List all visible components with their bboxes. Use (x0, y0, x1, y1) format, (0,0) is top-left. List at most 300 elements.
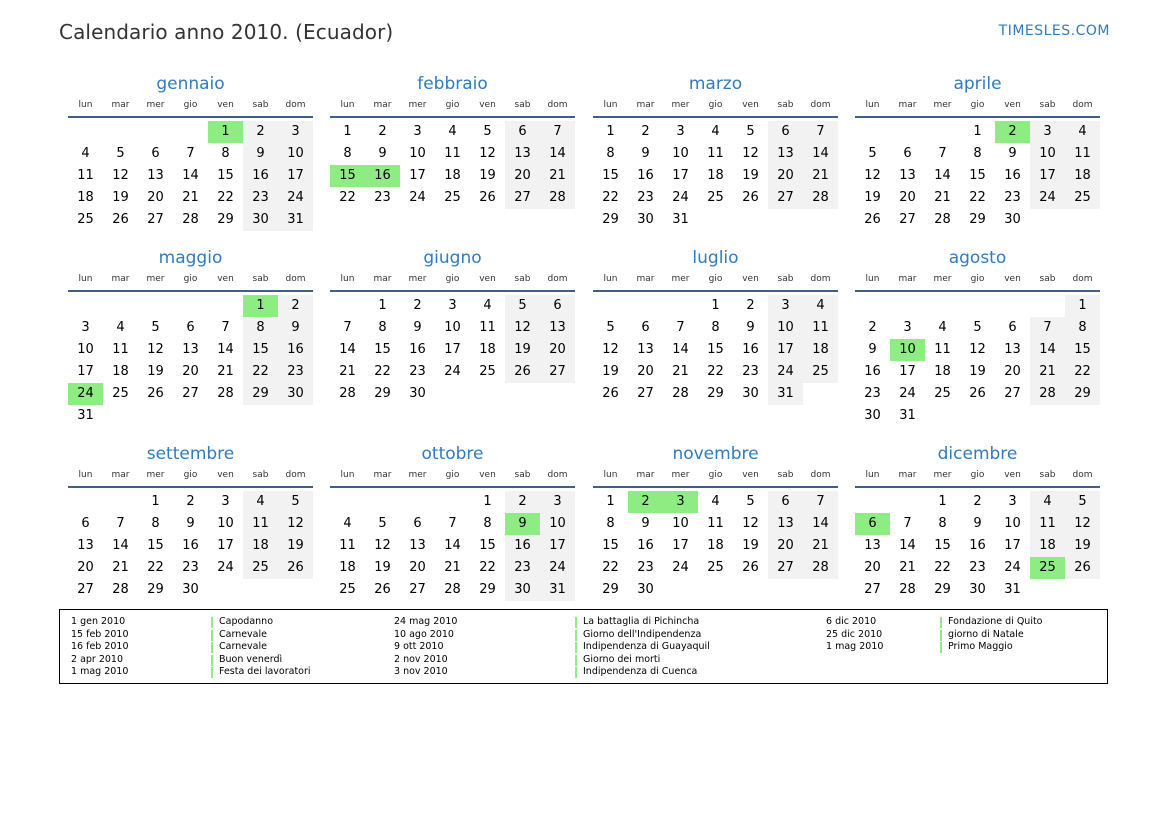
day-cell: 20 (147, 190, 164, 205)
day-cell: 8 (1065, 317, 1100, 339)
weekday-label: gio (183, 100, 198, 110)
day-cell: 14 (444, 538, 461, 553)
day-cell: 4 (483, 298, 492, 313)
day-cell: 2 (378, 124, 387, 139)
day-cell: 27 (409, 582, 426, 597)
day-cell: 27 (540, 361, 575, 383)
legend-marker (211, 667, 213, 678)
month-name: ottobre (421, 444, 484, 464)
month-name: agosto (948, 248, 1007, 268)
day-cell: 12 (742, 516, 759, 531)
day-cell: 20 (540, 339, 575, 361)
holiday-legend (59, 609, 1108, 684)
legend-holiday-name: Giorno dei morti (583, 653, 661, 665)
day-cell: 8 (151, 516, 160, 531)
month-divider (68, 290, 313, 292)
day-cell: 28 (540, 187, 575, 209)
day-cell: 27 (77, 582, 94, 597)
weekday-label: lun (340, 470, 355, 480)
day-cell: 17 (217, 538, 234, 553)
legend-date: 24 mag 2010 (394, 616, 458, 627)
day-cell: 8 (938, 516, 947, 531)
weekday-label: mar (636, 274, 655, 284)
day-cell: 1 (606, 124, 615, 139)
day-cell: 22 (969, 190, 986, 205)
weekday-label: mar (373, 274, 392, 284)
holiday-day-cell: 15 (330, 165, 365, 187)
month-name: marzo (688, 74, 743, 94)
day-cell: 20 (768, 165, 803, 187)
day-cell: 18 (803, 339, 838, 361)
weekday-label: lun (78, 470, 93, 480)
legend-date: 2 apr 2010 (71, 653, 124, 665)
day-cell: 30 (409, 386, 426, 401)
holiday-day-cell: 6 (855, 513, 890, 535)
month-divider (330, 486, 575, 488)
day-cell: 1 (938, 494, 947, 509)
weekday-label: dom (810, 274, 831, 284)
day-cell: 27 (505, 187, 540, 209)
weekday-label: ven (1004, 470, 1021, 480)
day-cell: 30 (505, 579, 540, 601)
day-cell: 7 (903, 516, 912, 531)
day-cell: 18 (1030, 535, 1065, 557)
day-cell: 16 (409, 342, 426, 357)
day-cell: 17 (672, 538, 689, 553)
weekday-header (855, 470, 1100, 484)
day-cell: 29 (374, 386, 391, 401)
day-cell: 17 (77, 364, 94, 379)
day-cell: 30 (278, 383, 313, 405)
weekday-label: lun (865, 274, 880, 284)
day-cell: 25 (1065, 187, 1100, 209)
day-cell: 12 (969, 342, 986, 357)
day-cell: 17 (1004, 538, 1021, 553)
day-cell: 19 (742, 168, 759, 183)
day-cell: 23 (409, 364, 426, 379)
weekday-header (593, 100, 838, 114)
day-cell: 12 (147, 342, 164, 357)
day-cell: 14 (182, 168, 199, 183)
day-cell: 12 (112, 168, 129, 183)
day-cell: 23 (374, 190, 391, 205)
day-cell: 28 (182, 212, 199, 227)
day-cell: 19 (602, 364, 619, 379)
day-cell: 7 (116, 516, 125, 531)
holiday-day-cell: 25 (1030, 557, 1065, 579)
day-cell: 29 (602, 582, 619, 597)
day-cell: 13 (768, 143, 803, 165)
weekday-label: dom (547, 470, 568, 480)
legend-holiday-name: Carnevale (219, 628, 267, 640)
day-cell: 1 (343, 124, 352, 139)
day-cell: 8 (606, 516, 615, 531)
weekday-label: sab (777, 274, 794, 284)
day-cell: 9 (1008, 146, 1017, 161)
day-cell: 1 (378, 298, 387, 313)
day-cell: 24 (768, 361, 803, 383)
day-cell: 24 (540, 557, 575, 579)
weekday-label: lun (603, 274, 618, 284)
day-cell: 14 (803, 513, 838, 535)
day-cell: 14 (672, 342, 689, 357)
day-cell: 25 (112, 386, 129, 401)
day-cell: 7 (1030, 317, 1065, 339)
day-cell: 21 (899, 560, 916, 575)
weekday-label: mer (671, 470, 690, 480)
legend-holiday-name: Giorno dell'Indipendenza (583, 628, 702, 640)
day-cell: 24 (672, 560, 689, 575)
day-cell: 15 (707, 342, 724, 357)
day-cell: 14 (934, 168, 951, 183)
weekday-label: gio (708, 274, 723, 284)
weekday-label: mar (111, 100, 130, 110)
weekday-header (68, 274, 313, 288)
weekday-label: gio (970, 274, 985, 284)
day-cell: 11 (1030, 513, 1065, 535)
weekday-label: gio (445, 470, 460, 480)
day-cell: 14 (803, 143, 838, 165)
day-cell: 8 (221, 146, 230, 161)
day-cell: 11 (934, 342, 951, 357)
holiday-day-cell: 1 (208, 121, 243, 143)
day-cell: 12 (278, 513, 313, 535)
day-cell: 1 (606, 494, 615, 509)
day-cell: 26 (147, 386, 164, 401)
day-cell: 12 (479, 146, 496, 161)
weekday-label: gio (970, 470, 985, 480)
legend-marker (575, 655, 577, 666)
legend-marker (211, 617, 213, 628)
day-cell: 2 (641, 124, 650, 139)
legend-marker (211, 642, 213, 653)
month-name: novembre (672, 444, 759, 464)
weekday-label: ven (742, 470, 759, 480)
day-cell: 23 (243, 187, 278, 209)
holiday-day-cell: 2 (628, 491, 663, 513)
weekday-label: dom (285, 100, 306, 110)
day-cell: 16 (637, 538, 654, 553)
day-cell: 29 (243, 383, 278, 405)
day-cell: 8 (378, 320, 387, 335)
day-cell: 22 (339, 190, 356, 205)
day-cell: 20 (182, 364, 199, 379)
day-cell: 26 (1065, 557, 1100, 579)
day-cell: 24 (899, 386, 916, 401)
day-cell: 8 (973, 146, 982, 161)
legend-holiday-name: Fondazione di Quito (948, 616, 1043, 627)
day-cell: 2 (413, 298, 422, 313)
day-cell: 13 (899, 168, 916, 183)
day-cell: 7 (221, 320, 230, 335)
day-cell: 25 (707, 560, 724, 575)
legend-marker (575, 617, 577, 628)
day-cell: 17 (278, 165, 313, 187)
day-cell: 9 (278, 317, 313, 339)
day-cell: 20 (77, 560, 94, 575)
day-cell: 19 (112, 190, 129, 205)
day-cell: 25 (803, 361, 838, 383)
day-cell: 13 (864, 538, 881, 553)
day-cell: 20 (409, 560, 426, 575)
day-cell: 30 (182, 582, 199, 597)
weekday-label: mar (898, 470, 917, 480)
legend-date: 16 feb 2010 (71, 641, 129, 652)
holiday-day-cell: 16 (365, 165, 400, 187)
day-cell: 12 (742, 146, 759, 161)
holiday-day-cell: 2 (995, 121, 1030, 143)
day-cell: 17 (768, 339, 803, 361)
weekday-label: mer (671, 100, 690, 110)
day-cell: 22 (479, 560, 496, 575)
day-cell: 12 (1065, 513, 1100, 535)
day-cell: 16 (505, 535, 540, 557)
day-cell: 23 (637, 190, 654, 205)
legend-holiday-name: Indipendenza di Guayaquil (583, 641, 710, 652)
day-cell: 6 (768, 491, 803, 513)
day-cell: 1 (151, 494, 160, 509)
day-cell: 24 (1030, 187, 1065, 209)
day-cell: 3 (413, 124, 422, 139)
day-cell: 9 (973, 516, 982, 531)
legend-holiday-name: Festa dei lavoratori (219, 666, 311, 677)
weekday-label: mer (408, 274, 427, 284)
day-cell: 14 (339, 342, 356, 357)
day-cell: 21 (217, 364, 234, 379)
day-cell: 10 (672, 146, 689, 161)
day-cell: 14 (112, 538, 129, 553)
day-cell: 7 (186, 146, 195, 161)
day-cell: 4 (116, 320, 125, 335)
day-cell: 31 (768, 383, 803, 405)
day-cell: 15 (147, 538, 164, 553)
holiday-day-cell: 24 (68, 383, 103, 405)
weekday-label: mer (671, 274, 690, 284)
day-cell: 28 (934, 212, 951, 227)
weekday-label: lun (865, 470, 880, 480)
month-name: dicembre (937, 444, 1018, 464)
day-cell: 19 (864, 190, 881, 205)
day-cell: 19 (278, 535, 313, 557)
day-cell: 3 (768, 295, 803, 317)
weekday-label: gio (445, 274, 460, 284)
day-cell: 31 (77, 408, 94, 423)
brand-link[interactable]: TIMESLES.COM (998, 23, 1110, 39)
legend-marker (575, 642, 577, 653)
weekday-label: sab (777, 470, 794, 480)
day-cell: 21 (540, 165, 575, 187)
day-cell: 29 (602, 212, 619, 227)
weekday-label: dom (1072, 100, 1093, 110)
weekday-header (330, 274, 575, 288)
day-cell: 22 (602, 190, 619, 205)
legend-marker (940, 642, 942, 653)
day-cell: 19 (479, 168, 496, 183)
day-cell: 28 (672, 386, 689, 401)
page-title: Calendario anno 2010. (Ecuador) (59, 20, 394, 44)
day-cell: 13 (540, 317, 575, 339)
month-divider (855, 290, 1100, 292)
day-cell: 21 (803, 535, 838, 557)
holiday-day-cell: 3 (663, 491, 698, 513)
day-cell: 13 (147, 168, 164, 183)
weekday-label: mer (146, 470, 165, 480)
day-cell: 6 (903, 146, 912, 161)
day-cell: 19 (147, 364, 164, 379)
day-cell: 4 (448, 124, 457, 139)
day-cell: 6 (641, 320, 650, 335)
day-cell: 22 (707, 364, 724, 379)
day-cell: 28 (217, 386, 234, 401)
day-cell: 8 (243, 317, 278, 339)
day-cell: 16 (969, 538, 986, 553)
day-cell: 12 (864, 168, 881, 183)
month-divider (330, 290, 575, 292)
day-cell: 6 (1008, 320, 1017, 335)
day-cell: 4 (1065, 121, 1100, 143)
weekday-label: gio (445, 100, 460, 110)
day-cell: 19 (505, 339, 540, 361)
day-cell: 5 (868, 146, 877, 161)
day-cell: 11 (444, 146, 461, 161)
weekday-label: mer (146, 274, 165, 284)
weekday-label: dom (547, 274, 568, 284)
month-divider (593, 116, 838, 118)
day-cell: 13 (409, 538, 426, 553)
day-cell: 15 (243, 339, 278, 361)
day-cell: 21 (934, 190, 951, 205)
day-cell: 11 (803, 317, 838, 339)
day-cell: 16 (864, 364, 881, 379)
legend-date: 9 ott 2010 (394, 641, 444, 652)
holiday-day-cell: 1 (243, 295, 278, 317)
day-cell: 16 (278, 339, 313, 361)
day-cell: 20 (899, 190, 916, 205)
weekday-label: dom (810, 470, 831, 480)
day-cell: 11 (339, 538, 356, 553)
day-cell: 13 (1004, 342, 1021, 357)
day-cell: 11 (707, 146, 724, 161)
day-cell: 17 (899, 364, 916, 379)
day-cell: 4 (343, 516, 352, 531)
legend-holiday-name: Buon venerdì (219, 653, 283, 665)
day-cell: 25 (479, 364, 496, 379)
day-cell: 15 (1065, 339, 1100, 361)
month-divider (855, 116, 1100, 118)
legend-marker (211, 630, 213, 641)
legend-date: 6 dic 2010 (826, 616, 877, 627)
weekday-label: mar (111, 470, 130, 480)
day-cell: 18 (339, 560, 356, 575)
day-cell: 11 (112, 342, 129, 357)
day-cell: 7 (803, 121, 838, 143)
day-cell: 9 (378, 146, 387, 161)
month-name: giugno (423, 248, 482, 268)
month-divider (68, 486, 313, 488)
day-cell: 5 (483, 124, 492, 139)
weekday-label: gio (970, 100, 985, 110)
day-cell: 2 (746, 298, 755, 313)
day-cell: 26 (742, 560, 759, 575)
day-cell: 22 (374, 364, 391, 379)
weekday-label: ven (217, 274, 234, 284)
day-cell: 27 (637, 386, 654, 401)
weekday-label: mer (146, 100, 165, 110)
day-cell: 11 (77, 168, 94, 183)
day-cell: 10 (217, 516, 234, 531)
day-cell: 26 (969, 386, 986, 401)
day-cell: 29 (934, 582, 951, 597)
day-cell: 25 (339, 582, 356, 597)
day-cell: 24 (409, 190, 426, 205)
day-cell: 23 (182, 560, 199, 575)
day-cell: 6 (540, 295, 575, 317)
day-cell: 7 (938, 146, 947, 161)
weekday-label: sab (777, 100, 794, 110)
day-cell: 19 (374, 560, 391, 575)
day-cell: 20 (768, 535, 803, 557)
day-cell: 26 (505, 361, 540, 383)
day-cell: 25 (243, 557, 278, 579)
day-cell: 6 (413, 516, 422, 531)
day-cell: 26 (864, 212, 881, 227)
day-cell: 3 (903, 320, 912, 335)
month-name: luglio (692, 248, 739, 268)
day-cell: 17 (672, 168, 689, 183)
day-cell: 10 (768, 317, 803, 339)
legend-marker (575, 667, 577, 678)
day-cell: 2 (186, 494, 195, 509)
day-cell: 18 (243, 535, 278, 557)
day-cell: 23 (505, 557, 540, 579)
weekday-label: mer (408, 100, 427, 110)
day-cell: 26 (602, 386, 619, 401)
weekday-label: lun (865, 100, 880, 110)
day-cell: 18 (444, 168, 461, 183)
weekday-label: mar (636, 100, 655, 110)
day-cell: 14 (540, 143, 575, 165)
day-cell: 15 (374, 342, 391, 357)
month-divider (855, 486, 1100, 488)
day-cell: 15 (969, 168, 986, 183)
day-cell: 9 (746, 320, 755, 335)
day-cell: 29 (147, 582, 164, 597)
legend-marker (575, 630, 577, 641)
day-cell: 13 (505, 143, 540, 165)
day-cell: 14 (217, 342, 234, 357)
day-cell: 4 (711, 124, 720, 139)
day-cell: 31 (540, 579, 575, 601)
day-cell: 12 (505, 317, 540, 339)
weekday-label: ven (479, 274, 496, 284)
weekday-label: mer (933, 274, 952, 284)
weekday-label: lun (340, 274, 355, 284)
day-cell: 24 (672, 190, 689, 205)
day-cell: 5 (116, 146, 125, 161)
day-cell: 25 (77, 212, 94, 227)
weekday-label: sab (514, 470, 531, 480)
day-cell: 29 (969, 212, 986, 227)
day-cell: 26 (374, 582, 391, 597)
day-cell: 7 (343, 320, 352, 335)
day-cell: 19 (742, 538, 759, 553)
day-cell: 21 (803, 165, 838, 187)
month-name: maggio (158, 248, 223, 268)
day-cell: 17 (1030, 165, 1065, 187)
day-cell: 31 (899, 408, 916, 423)
day-cell: 20 (637, 364, 654, 379)
weekday-label: gio (183, 470, 198, 480)
